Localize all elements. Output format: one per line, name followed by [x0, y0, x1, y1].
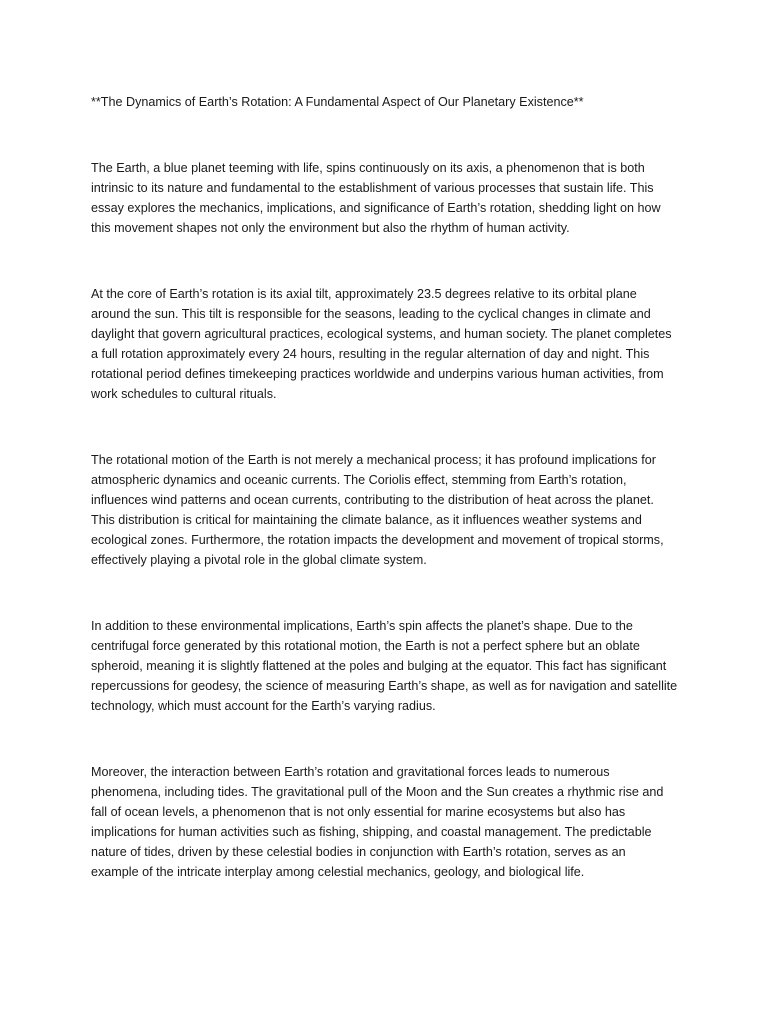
paragraph-line: a full rotation approximately every 24 hours, resulting in the regular alternation of day and night. This: [91, 347, 650, 361]
paragraph-line: repercussions for geodesy, the science of measuring Earth’s shape, as well as for navigation and satellite: [91, 679, 678, 693]
paragraph-line: ecological zones. Furthermore, the rotation impacts the development and movement of tropical storms,: [91, 533, 664, 547]
paragraph-line: influences wind patterns and ocean currents, contributing to the distribution of heat across the planet.: [91, 493, 654, 507]
paragraph-line: technology, which must account for the Earth’s varying radius.: [91, 699, 436, 713]
paragraph-line: atmospheric dynamics and oceanic currents. The Coriolis effect, stemming from Earth’s rotation,: [91, 473, 627, 487]
paragraph-line: nature of tides, driven by these celestial bodies in conjunction with Earth’s rotation, serves as an: [91, 845, 626, 859]
paragraph-line: implications for human activities such as fishing, shipping, and coastal management. The predictable: [91, 825, 652, 839]
paragraph-line: essay explores the mechanics, implications, and significance of Earth’s rotation, shedding light on how: [91, 201, 661, 215]
paragraph-line: fall of ocean levels, a phenomenon that is not only essential for marine ecosystems but also has: [91, 805, 626, 819]
paragraph-line: spheroid, meaning it is slightly flattened at the poles and bulging at the equator. This fact has significant: [91, 659, 667, 673]
paragraph-line: rotational period defines timekeeping practices worldwide and underpins various human activities, from: [91, 367, 664, 381]
paragraph-line: At the core of Earth’s rotation is its axial tilt, approximately 23.5 degrees relative to its orbital plane: [91, 287, 637, 301]
paragraph-line: example of the intricate interplay among celestial mechanics, geology, and biological life.: [91, 865, 585, 879]
paragraph-line: centrifugal force generated by this rotational motion, the Earth is not a perfect sphere but an oblate: [91, 639, 640, 653]
paragraph-line: this movement shapes not only the environment but also the rhythm of human activity.: [91, 221, 570, 235]
paragraph-line: daylight that govern agricultural practices, ecological systems, and human society. The planet completes: [91, 327, 672, 341]
paragraph-line: effectively playing a pivotal role in the global climate system.: [91, 553, 427, 567]
document-body: [91, 92, 691, 928]
paragraph-2: [91, 284, 691, 404]
paragraph-1: [91, 158, 691, 238]
paragraph-line: around the sun. This tilt is responsible for the seasons, leading to the cyclical changes in climate and: [91, 307, 651, 321]
paragraph-line: This distribution is critical for maintaining the climate balance, as it influences weather systems and: [91, 513, 642, 527]
paragraph-line: phenomena, including tides. The gravitational pull of the Moon and the Sun creates a rhythmic rise and: [91, 785, 664, 799]
paragraph-line: The Earth, a blue planet teeming with life, spins continuously on its axis, a phenomenon that is both: [91, 161, 645, 175]
paragraph-line: Moreover, the interaction between Earth’s rotation and gravitational forces leads to numerous: [91, 765, 610, 779]
paragraph-line: In addition to these environmental implications, Earth’s spin affects the planet’s shape. Due to the: [91, 619, 633, 633]
paragraph-line: work schedules to cultural rituals.: [91, 387, 277, 401]
document-title: **The Dynamics of Earth’s Rotation: A Fundamental Aspect of Our Planetary Existence**: [91, 95, 584, 109]
paragraph-3: [91, 450, 691, 570]
paragraph-4: [91, 616, 691, 716]
paragraph-line: The rotational motion of the Earth is not merely a mechanical process; it has profound implications for: [91, 453, 656, 467]
paragraph-5: [91, 762, 691, 882]
paragraph-line: intrinsic to its nature and fundamental to the establishment of various processes that sustain life. This: [91, 181, 654, 195]
